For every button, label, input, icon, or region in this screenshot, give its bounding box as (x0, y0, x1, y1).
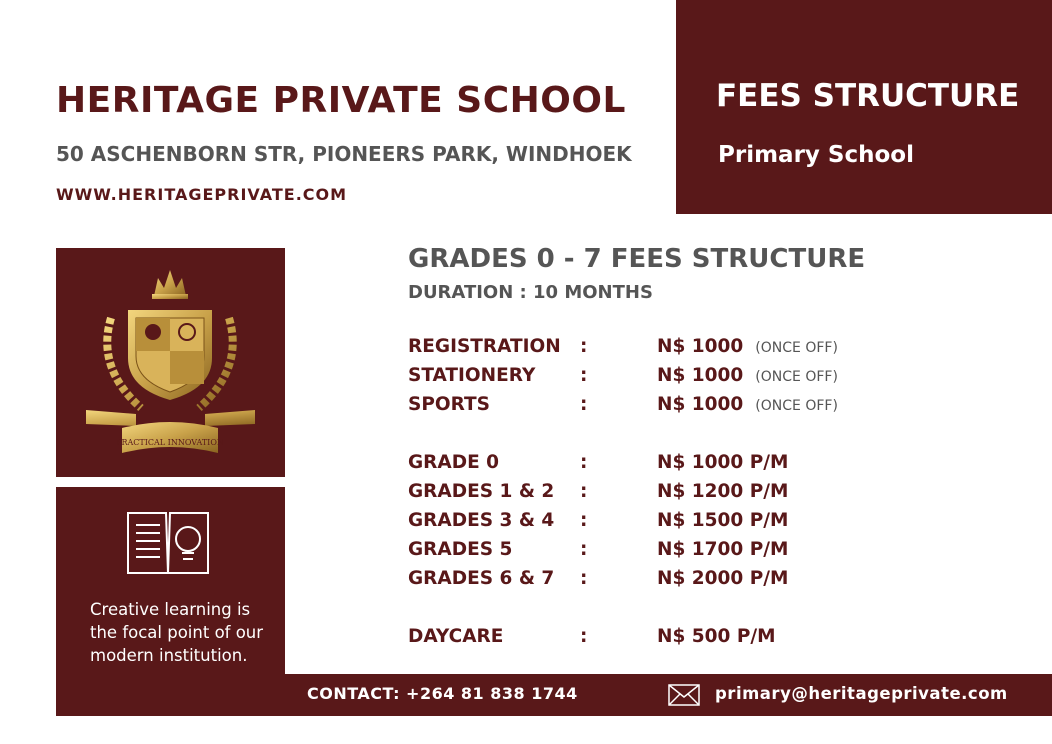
duration: DURATION : 10 MONTHS (408, 282, 653, 303)
fee-row: SPORTS : N$ 1000 (ONCE OFF) (408, 394, 838, 415)
fee-row: GRADE 0 : N$ 1000 P/M (408, 452, 789, 473)
svg-text:PRACTICAL INNOVATION: PRACTICAL INNOVATION (116, 438, 224, 447)
fee-row: REGISTRATION : N$ 1000 (ONCE OFF) (408, 336, 838, 357)
banner-title: FEES STRUCTURE (716, 78, 1020, 114)
school-crest (56, 248, 285, 477)
fee-row: GRADES 3 & 4 : N$ 1500 P/M (408, 510, 789, 531)
fee-row: STATIONERY : N$ 1000 (ONCE OFF) (408, 365, 838, 386)
book-lightbulb-icon (126, 509, 210, 579)
fee-row: GRADES 6 & 7 : N$ 2000 P/M (408, 568, 789, 589)
banner-subtitle: Primary School (718, 142, 914, 168)
envelope-icon (668, 684, 700, 706)
school-address: 50 ASCHENBORN STR, PIONEERS PARK, WINDHOEK (56, 142, 632, 166)
school-name: HERITAGE PRIVATE SCHOOL (56, 80, 626, 121)
fee-row: GRADES 1 & 2 : N$ 1200 P/M (408, 481, 789, 502)
contact-email[interactable]: primary@heritageprivate.com (715, 684, 1008, 703)
crest-icon (56, 248, 285, 477)
daycare-row: DAYCARE : N$ 500 P/M (408, 626, 776, 647)
tagline: Creative learning is the focal point of our modern institution. (90, 600, 264, 665)
website-link[interactable]: WWW.HERITAGEPRIVATE.COM (56, 185, 348, 204)
fees-title: GRADES 0 - 7 FEES STRUCTURE (408, 244, 866, 274)
contact-phone[interactable]: CONTACT: +264 81 838 1744 (307, 684, 578, 703)
fee-row: GRADES 5 : N$ 1700 P/M (408, 539, 789, 560)
